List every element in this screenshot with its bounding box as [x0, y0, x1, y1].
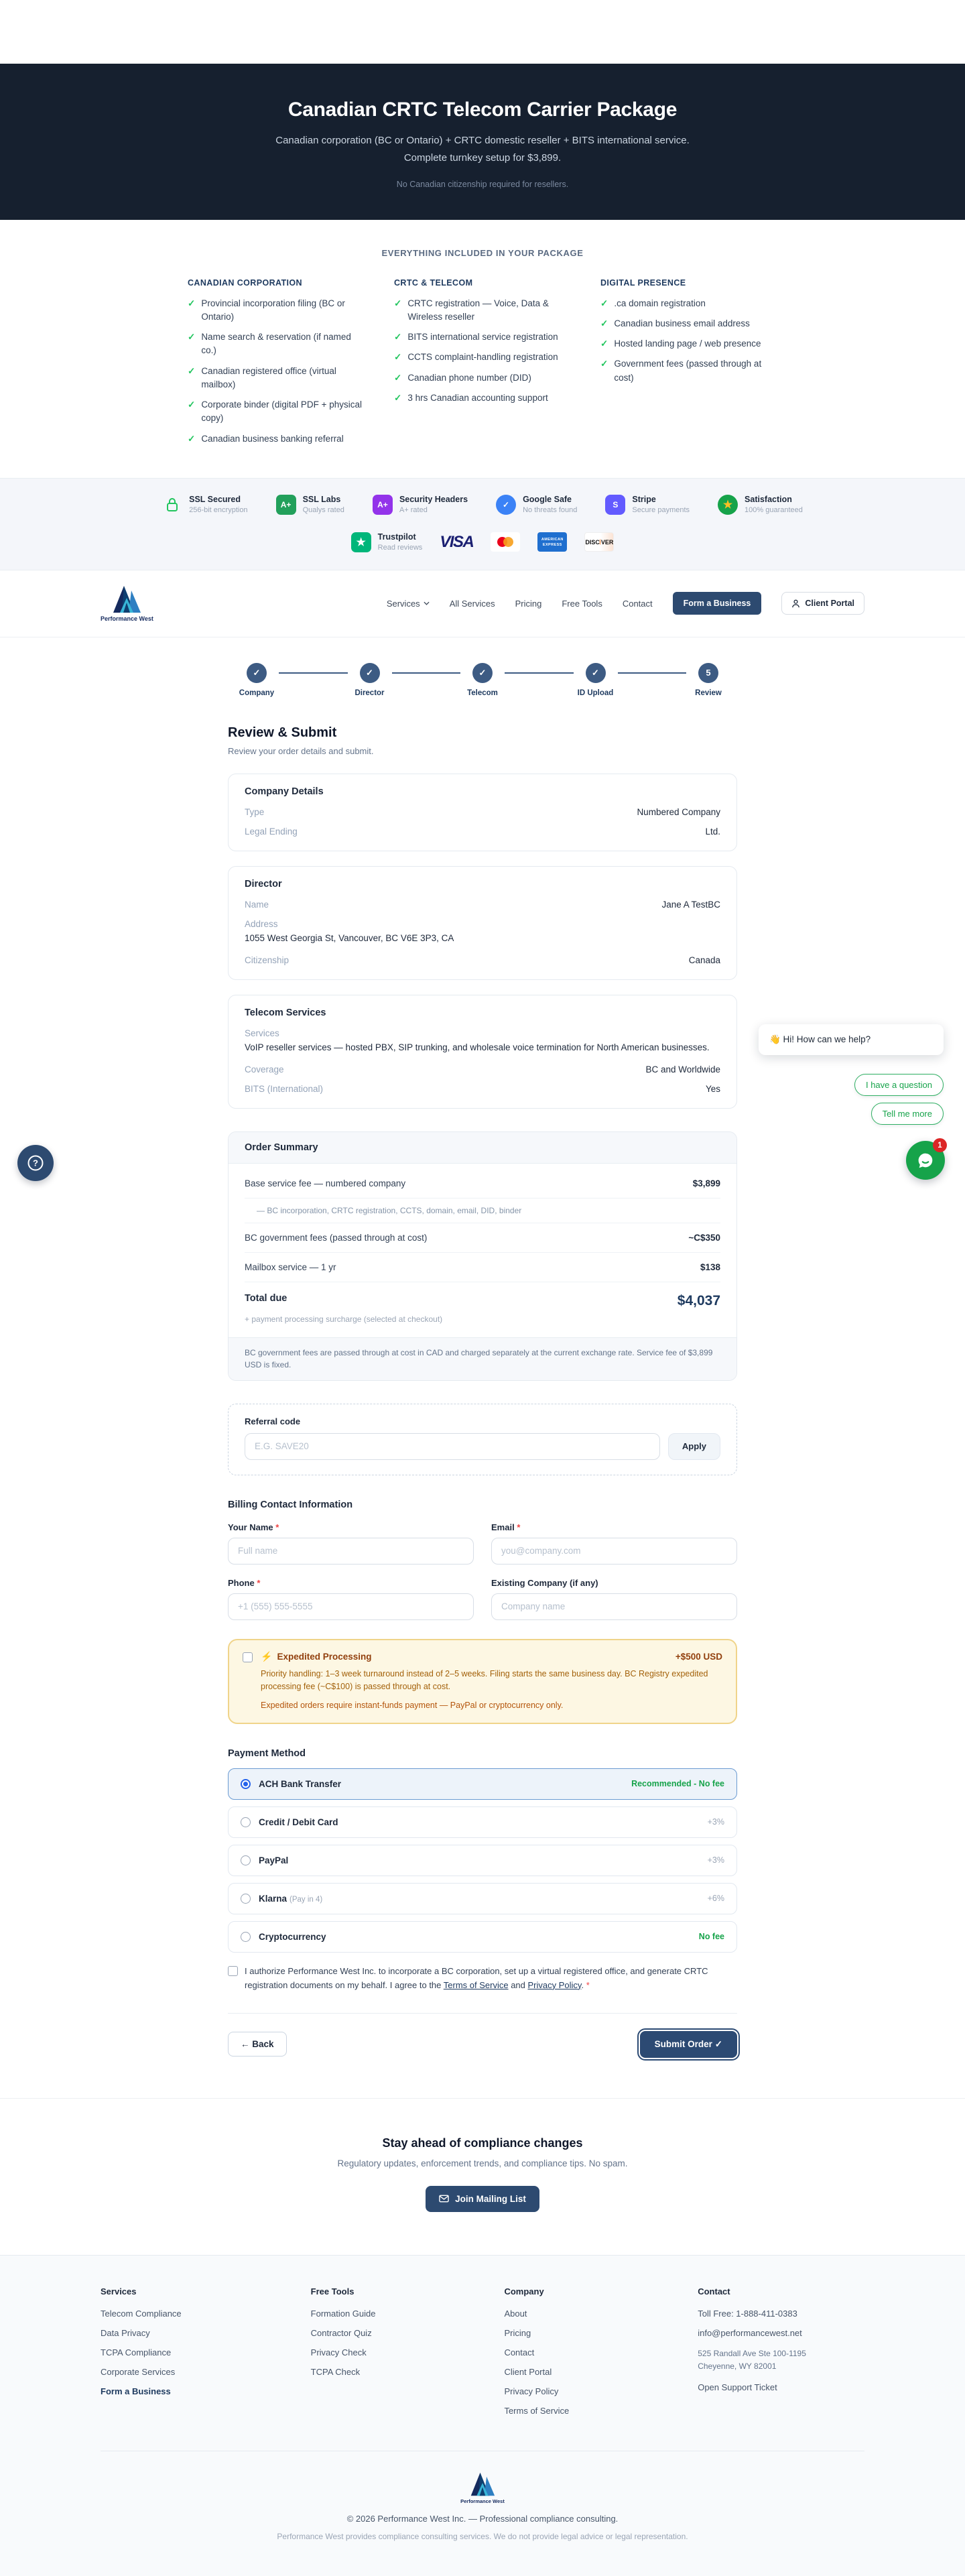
column-title: CRTC & TELECOM	[394, 278, 473, 288]
visa-logo: VISA	[440, 532, 474, 551]
footer-logo	[460, 2471, 505, 2504]
nav-item-free-tools[interactable]: Free Tools	[562, 598, 602, 609]
check-icon: ✓	[188, 298, 196, 308]
radio-selected-icon	[241, 1779, 251, 1789]
order-summary-footnote: BC government fees are passed through at cost in CAD and charged separately at the current exchange rate. Service fee of $3,899 USD is fixed.	[229, 1337, 736, 1380]
column-title: CANADIAN CORPORATION	[188, 278, 302, 288]
check-icon: ✓	[600, 318, 608, 328]
check-icon: ✓	[188, 400, 196, 410]
authorization-checkbox[interactable]	[228, 1966, 238, 1976]
hero-section	[0, 64, 965, 220]
step-connector	[505, 672, 574, 674]
review-submit-form	[228, 637, 737, 2098]
toll-free-number[interactable]: Toll Free: 1-888-411-0383	[698, 2308, 797, 2319]
footer-link[interactable]: Telecom Compliance	[101, 2308, 182, 2319]
footer-column-free-tools: Free Tools Formation Guide Contractor Quiz Privacy Check TCPA Check	[311, 2286, 478, 2425]
list-item: ✓ Canadian phone number (DID)	[394, 371, 571, 385]
badge-security-headers: A+ Security Headers A+ rated	[373, 495, 468, 515]
radio-icon	[241, 1855, 251, 1865]
field-existing-company: Existing Company (if any) Company name	[491, 1578, 737, 1620]
badge-ssl-secured: SSL Secured 256-bit encryption	[162, 495, 247, 515]
newsletter-subtitle: Regulatory updates, enforcement trends, and compliance tips. No spam.	[337, 2158, 628, 2168]
card-title: Director	[245, 878, 282, 890]
mastercard-logo	[491, 532, 520, 552]
expedited-processing-card	[228, 1639, 737, 1724]
list-item: ✓ Canadian business email address	[600, 317, 777, 330]
expedited-description: Priority handling: 1–3 week turnaround instead of 2–5 weeks. Filing starts the same business day. BC Registry expedited processing fee (~C$100) is passed through at cost.	[261, 1668, 708, 1692]
check-icon: ✓	[394, 332, 402, 342]
nav-item-contact[interactable]: Contact	[622, 598, 653, 609]
list-item: ✓ 3 hrs Canadian accounting support	[394, 391, 571, 405]
trustpilot-star-icon: ★	[351, 532, 371, 552]
star-icon: ★	[718, 495, 738, 515]
included-heading: EVERYTHING INCLUDED IN YOUR PACKAGE	[381, 247, 584, 258]
card-title: Telecom Services	[245, 1007, 326, 1018]
question-mark-icon	[27, 1154, 44, 1172]
security-headers-icon: A+	[373, 495, 393, 515]
badge-stripe: S Stripe Secure payments	[605, 495, 690, 515]
radio-icon	[241, 1932, 251, 1942]
payment-option-paypal[interactable]: PayPal +3%	[228, 1845, 737, 1876]
payment-method-heading: Payment Method	[228, 1747, 306, 1759]
step-id-upload[interactable]: ✓ ID Upload	[574, 663, 618, 697]
column-crtc-telecom	[394, 278, 571, 452]
included-section	[0, 220, 965, 478]
stripe-icon: S	[605, 495, 625, 515]
chat-greeting-bubble: 👋 Hi! How can we help?	[759, 1024, 944, 1055]
progress-stepper	[228, 663, 737, 697]
detail-value: VoIP reseller services — hosted PBX, SIP trunking, and wholesale voice termination for North American businesses.	[245, 1042, 710, 1052]
list-item: ✓ .ca domain registration	[600, 297, 777, 310]
step-number: 5	[698, 663, 718, 683]
chat-launcher-button[interactable]	[906, 1141, 945, 1180]
page-footer	[0, 2255, 965, 2576]
required-asterisk: *	[586, 1979, 590, 1990]
nav-item-services[interactable]: Services	[387, 599, 430, 609]
footer-link[interactable]: Formation Guide	[310, 2308, 376, 2319]
expedited-title: Expedited Processing	[277, 1651, 372, 1662]
privacy-policy-link[interactable]: Privacy Policy	[527, 1979, 582, 1990]
chat-bubble-icon	[915, 1150, 936, 1170]
chat-quick-reply-more[interactable]: Tell me more	[871, 1103, 944, 1125]
trust-badges-row	[0, 495, 965, 515]
order-summary-card	[228, 1131, 737, 1381]
help-button[interactable]	[17, 1145, 54, 1181]
step-check-icon: ✓	[360, 663, 380, 683]
card-title: Company Details	[245, 786, 324, 797]
summary-row-mailbox: Mailbox service — 1 yr $138	[245, 1253, 720, 1282]
order-summary-title: Order Summary	[229, 1132, 736, 1164]
unread-count-badge: 1	[933, 1138, 947, 1152]
check-icon: ✓	[600, 298, 608, 308]
footer-link[interactable]: Pricing	[504, 2327, 531, 2338]
detail-row: BITS (International) Yes	[245, 1083, 720, 1094]
top-spacer	[0, 0, 965, 64]
step-telecom[interactable]: ✓ Telecom	[460, 663, 505, 697]
list-item: ✓ Canadian registered office (virtual mailbox)	[188, 365, 365, 392]
footer-column-company: Company About Pricing Contact Client Portal Privacy Policy Terms of Service	[504, 2286, 671, 2425]
check-icon: ✓	[394, 372, 402, 383]
lightning-icon: ⚡	[261, 1650, 273, 1662]
badge-trustpilot[interactable]: ★ Trustpilot Read reviews	[351, 532, 423, 552]
detail-row: Legal Ending Ltd.	[245, 826, 720, 837]
apply-button[interactable]: Apply	[668, 1433, 720, 1460]
expedited-checkbox[interactable]	[243, 1652, 253, 1662]
included-columns	[188, 278, 777, 452]
payment-option-crypto[interactable]: Cryptocurrency No fee	[228, 1921, 737, 1953]
step-company[interactable]: ✓ Company	[235, 663, 279, 697]
detail-value: 1055 West Georgia St, Vancouver, BC V6E 3P3, CA	[245, 932, 454, 943]
disclaimer: Performance West provides compliance consulting services. We do not provide legal advice or legal representation.	[277, 2531, 688, 2541]
step-review[interactable]: 5 Review	[686, 663, 730, 697]
authorization-row	[228, 1965, 737, 1993]
footer-link[interactable]: Data Privacy	[101, 2327, 150, 2338]
check-icon: ✓	[188, 332, 196, 342]
client-portal-button[interactable]: Client Portal	[781, 592, 864, 615]
footer-link[interactable]: Corporate Services	[101, 2366, 176, 2377]
company-input[interactable]	[491, 1593, 737, 1620]
name-input[interactable]	[228, 1538, 474, 1565]
performance-west-logo-icon	[468, 2471, 497, 2497]
list-item: ✓ BITS international service registration	[394, 330, 571, 344]
section-subtitle: Review your order details and submit.	[228, 745, 374, 756]
summary-row-base-fee: Base service fee — numbered company $3,899	[245, 1169, 720, 1199]
contact-email[interactable]: info@performancewest.net	[698, 2327, 802, 2338]
footer-link[interactable]: Privacy Check	[310, 2347, 367, 2357]
contact-address: 525 Randall Ave Ste 100-1195 Cheyenne, WY 82001	[698, 2348, 806, 2371]
surcharge-note: + payment processing surcharge (selected at checkout)	[245, 1314, 443, 1324]
phone-input[interactable]	[228, 1593, 474, 1620]
footer-link[interactable]: Privacy Policy	[504, 2386, 559, 2396]
hero-subtitle: Canadian corporation (BC or Ontario) + CRTC domestic reseller + BITS international service. Complete turnkey setup for $3,899.	[275, 135, 690, 164]
summary-base-note: — BC incorporation, CRTC registration, CCTS, domain, email, DID, binder	[245, 1199, 720, 1223]
billing-heading: Billing Contact Information	[228, 1499, 353, 1510]
footer-link[interactable]: TCPA Compliance	[101, 2347, 172, 2357]
discover-logo: DISC VER	[584, 532, 614, 552]
footer-column-services: Services Telecom Compliance Data Privacy TCPA Compliance Corporate Services Form a Business	[101, 2286, 284, 2425]
billing-fields	[228, 1522, 737, 1620]
check-icon: ✓	[188, 433, 196, 444]
company-details-card	[228, 774, 737, 851]
footer-link[interactable]: Contact	[504, 2347, 535, 2357]
step-connector	[392, 672, 461, 674]
svg-text:?: ?	[33, 1158, 38, 1168]
expedited-price: +$500 USD	[675, 1651, 722, 1662]
referral-code-card	[228, 1404, 737, 1475]
copyright: © 2026 Performance West Inc. — Professional compliance consulting.	[346, 2513, 619, 2524]
expedited-note: Expedited orders require instant-funds payment — PayPal or cryptocurrency only.	[261, 1700, 564, 1710]
check-icon: ✓	[188, 365, 196, 376]
list-item: ✓ Name search & reservation (if named co.)	[188, 330, 365, 358]
list-item: ✓ Provincial incorporation filing (BC or Ontario)	[188, 297, 365, 324]
detail-label: Address	[245, 918, 278, 929]
footer-link[interactable]: Terms of Service	[504, 2405, 570, 2416]
list-item: ✓ CRTC registration — Voice, Data & Wireless reseller	[394, 297, 571, 324]
chevron-down-icon	[424, 601, 430, 605]
badge-google-safe: ✓ Google Safe No threats found	[496, 495, 577, 515]
referral-label: Referral code	[245, 1416, 301, 1426]
footer-link[interactable]: TCPA Check	[310, 2366, 361, 2377]
check-icon: ✓	[600, 339, 608, 349]
list-item: ✓ Government fees (passed through at cost)	[600, 357, 777, 385]
back-button[interactable]: ← Back	[228, 2032, 287, 2057]
detail-row: Coverage BC and Worldwide	[245, 1064, 720, 1075]
check-icon: ✓	[394, 392, 402, 403]
footer-link[interactable]: Contractor Quiz	[310, 2327, 372, 2338]
payment-options	[228, 1768, 737, 1953]
trust-badges-section	[0, 478, 965, 570]
nav-item-pricing[interactable]: Pricing	[515, 598, 542, 609]
field-email: Email * you@company.com	[491, 1522, 737, 1565]
column-digital-presence	[600, 278, 777, 452]
footer-column-contact: Contact Toll Free: 1-888-411-0383 info@performancewest.net 525 Randall Ave Ste 100-1195 Cheyenne, WY 82001 Open Support Ticket	[698, 2286, 864, 2425]
check-icon: ✓	[394, 352, 402, 363]
summary-total-row: Total due $4,037	[245, 1292, 720, 1308]
footer-link-form-a-business[interactable]: Form a Business	[101, 2386, 171, 2396]
step-director[interactable]: ✓ Director	[348, 663, 392, 697]
section-title: Review & Submit	[228, 725, 337, 740]
required-asterisk: *	[517, 1522, 521, 1532]
submit-order-button[interactable]: Submit Order ✓	[640, 2031, 737, 2058]
total-due-amount: $4,037	[677, 1292, 720, 1308]
lock-icon	[162, 495, 182, 515]
step-check-icon: ✓	[472, 663, 493, 683]
payment-option-card[interactable]: Credit / Debit Card +3%	[228, 1806, 737, 1838]
newsletter-title: Stay ahead of compliance changes	[382, 2136, 583, 2150]
main-navigation	[0, 570, 965, 637]
authorization-text: I authorize Performance West Inc. to incorporate a BC corporation, set up a virtual registered office, and generate CRTC registration documents on my behalf. I agree to the Terms of Service and Privacy Policy. *	[245, 1965, 708, 1990]
list-item: ✓ Hosted landing page / web presence	[600, 337, 777, 351]
payment-option-ach[interactable]: ACH Bank Transfer Recommended - No fee	[228, 1768, 737, 1800]
radio-icon	[241, 1894, 251, 1904]
required-asterisk: *	[257, 1577, 261, 1588]
ssl-labs-icon: A+	[276, 495, 296, 515]
list-item: ✓ Corporate binder (digital PDF + physical copy)	[188, 398, 365, 426]
brand-name: Performance West	[460, 2498, 505, 2504]
open-support-ticket-link[interactable]: Open Support Ticket	[698, 2382, 777, 2392]
terms-of-service-link[interactable]: Terms of Service	[443, 1979, 509, 1990]
payment-option-klarna[interactable]: Klarna (Pay in 4) +6%	[228, 1883, 737, 1914]
badge-ssl-labs: A+ SSL Labs Qualys rated	[276, 495, 344, 515]
user-icon	[791, 599, 800, 608]
footer-link[interactable]: About	[504, 2308, 527, 2319]
referral-code-input[interactable]	[245, 1433, 660, 1460]
envelope-icon	[439, 2195, 449, 2203]
step-connector	[618, 672, 687, 674]
join-mailing-list-button[interactable]: Join Mailing List	[426, 2186, 539, 2212]
performance-west-logo-icon	[110, 585, 143, 614]
list-item: ✓ Canadian business banking referral	[188, 432, 365, 446]
newsletter-section	[0, 2098, 965, 2255]
column-title: DIGITAL PRESENCE	[600, 278, 686, 288]
list-item: ✓ CCTS complaint-handling registration	[394, 351, 571, 364]
hero-note: No Canadian citizenship required for resellers.	[396, 179, 569, 189]
footer-link[interactable]: Client Portal	[504, 2366, 552, 2377]
email-input[interactable]	[491, 1538, 737, 1565]
radio-icon	[241, 1817, 251, 1827]
arrow-left-icon: ←	[241, 2039, 250, 2049]
detail-label: Services	[245, 1028, 279, 1038]
form-a-business-button[interactable]: Form a Business	[673, 592, 762, 615]
detail-row: Citizenship Canada	[245, 955, 720, 965]
amex-logo: AMERICAN EXPRESS	[537, 532, 567, 552]
brand-name: Performance West	[101, 615, 153, 623]
summary-row-gov-fees: BC government fees (passed through at cost) ~C$350	[245, 1223, 720, 1253]
required-asterisk: *	[275, 1522, 279, 1532]
step-check-icon: ✓	[247, 663, 267, 683]
check-icon: ✓	[600, 359, 608, 369]
telecom-services-card	[228, 995, 737, 1109]
column-canadian-corporation	[188, 278, 365, 452]
detail-row: Type Numbered Company	[245, 806, 720, 817]
detail-row: Name Jane A TestBC	[245, 899, 720, 910]
payment-logos-row	[0, 532, 965, 552]
director-card	[228, 866, 737, 980]
badge-satisfaction: ★ Satisfaction 100% guaranteed	[718, 495, 803, 515]
field-your-name: Your Name * Full name	[228, 1522, 474, 1565]
chat-quick-reply-question[interactable]: I have a question	[854, 1074, 944, 1096]
field-phone: Phone * +1 (555) 555-5555	[228, 1578, 474, 1620]
check-icon: ✓	[714, 2038, 722, 2049]
step-check-icon: ✓	[586, 663, 606, 683]
brand-logo[interactable]	[101, 585, 153, 622]
step-connector	[279, 672, 348, 674]
shield-check-icon: ✓	[496, 495, 516, 515]
page-title: Canadian CRTC Telecom Carrier Package	[287, 99, 678, 121]
nav-item-all-services[interactable]: All Services	[449, 598, 495, 609]
form-actions	[228, 2013, 737, 2058]
check-icon: ✓	[394, 298, 402, 308]
